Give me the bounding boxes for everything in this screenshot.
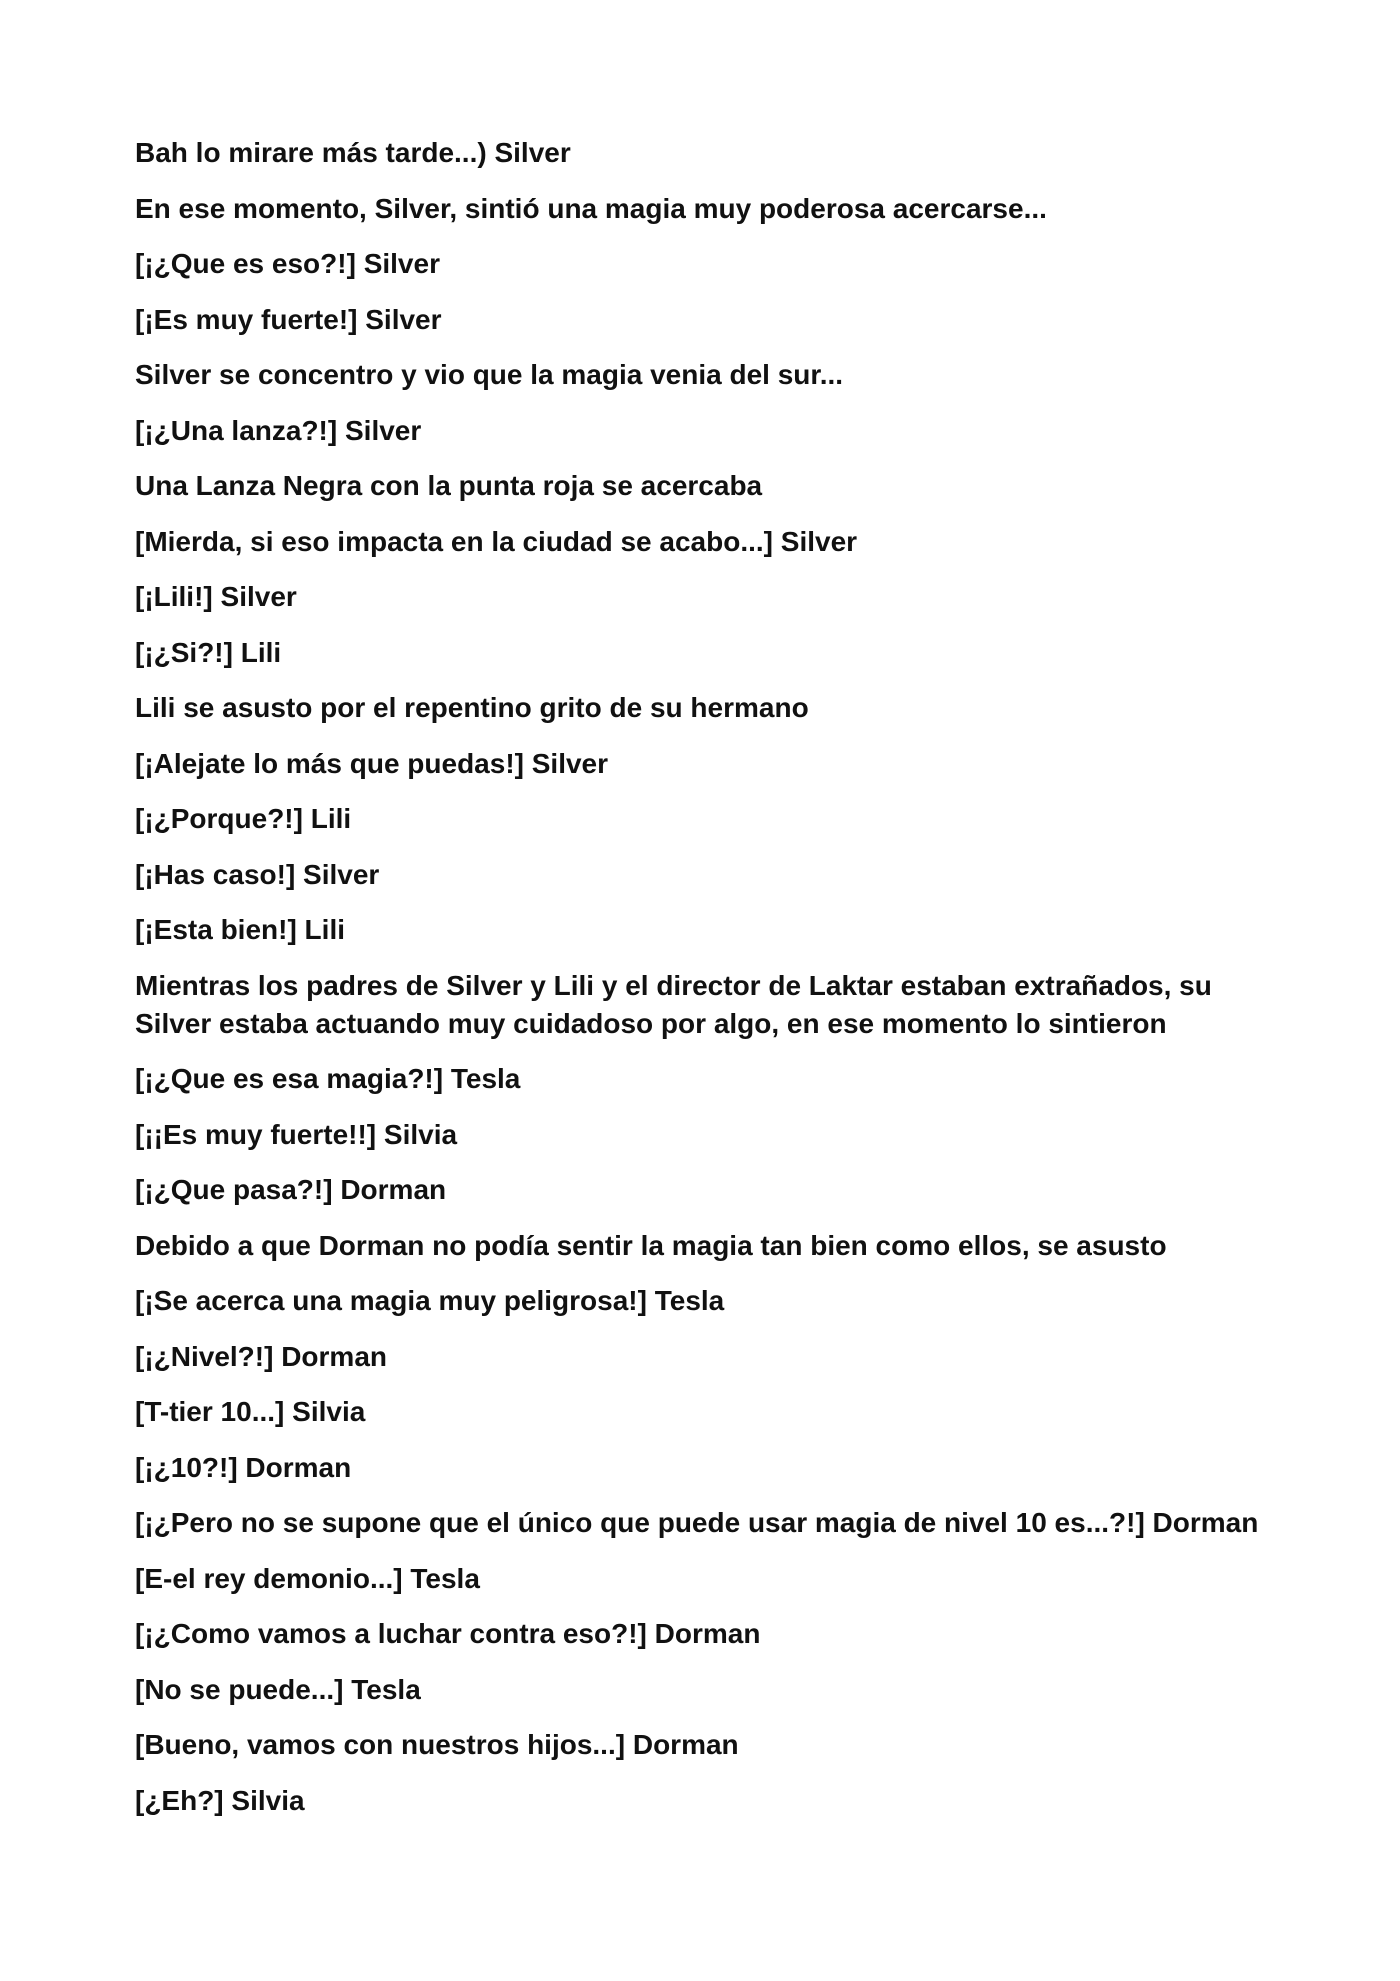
text-line: [T-tier 10...] Silvia <box>135 1396 366 1427</box>
text-line: Una Lanza Negra con la punta roja se acercaba <box>135 470 763 501</box>
text-line: [¿Eh?] Silvia <box>135 1784 305 1816</box>
text-line: [¡Esta bien!] Lili <box>135 914 345 945</box>
text-line: [No se puede...] Tesla <box>135 1673 421 1705</box>
text-line: [¡Se acerca una magia muy peligrosa!] Tesla <box>135 1285 725 1316</box>
text-line: [Mierda, si eso impacta en la ciudad se acabo...] Silver <box>135 525 858 557</box>
text-line: [¡¿Porque?!] Lili <box>135 803 352 834</box>
text-line: [¡¿Pero no se supone que el único que puede usar magia de nivel 10 es...?!] Dorman <box>135 1507 1259 1538</box>
text-line: [¡Lili!] Silver <box>135 581 297 612</box>
text-line: Mientras los padres de Silver y Lili y el director de Laktar estaban extrañados, su Silver estaba actuando muy cuidadoso por algo, en ese momento lo sintieron <box>135 969 1220 1039</box>
text-line: [¡Alejate lo más que puedas!] Silver <box>135 747 609 779</box>
text-line: [¡¿Como vamos a luchar contra eso?!] Dorman <box>135 1618 761 1649</box>
text-line: [¡¿Que es esa magia?!] Tesla <box>135 1063 521 1094</box>
text-line: [¡¿Una lanza?!] Silver <box>135 414 422 446</box>
document-text <box>135 134 1295 1837</box>
text-line: [¡¿Nivel?!] Dorman <box>135 1340 387 1372</box>
text-line: [¡¿Si?!] Lili <box>135 636 282 668</box>
text-line: [¡Has caso!] Silver <box>135 858 380 890</box>
text-line: Debido a que Dorman no podía sentir la magia tan bien como ellos, se asusto <box>135 1229 1167 1261</box>
text-line: [Bueno, vamos con nuestros hijos...] Dorman <box>135 1729 739 1760</box>
text-line: [¡¿Que pasa?!] Dorman <box>135 1174 447 1205</box>
text-line: [¡¿10?!] Dorman <box>135 1451 352 1483</box>
text-line: En ese momento, Silver, sintió una magia muy poderosa acercarse... <box>135 192 1047 224</box>
text-line: [¡Es muy fuerte!] Silver <box>135 303 442 335</box>
text-line: [¡¡Es muy fuerte!!] Silvia <box>135 1118 458 1150</box>
text-line: Bah lo mirare más tarde...) Silver <box>135 137 571 168</box>
text-line: Silver se concentro y vio que la magia venia del sur... <box>135 359 844 390</box>
text-line: [¡¿Que es eso?!] Silver <box>135 248 440 279</box>
text-line: [E-el rey demonio...] Tesla <box>135 1562 480 1594</box>
text-line: Lili se asusto por el repentino grito de su hermano <box>135 692 809 723</box>
